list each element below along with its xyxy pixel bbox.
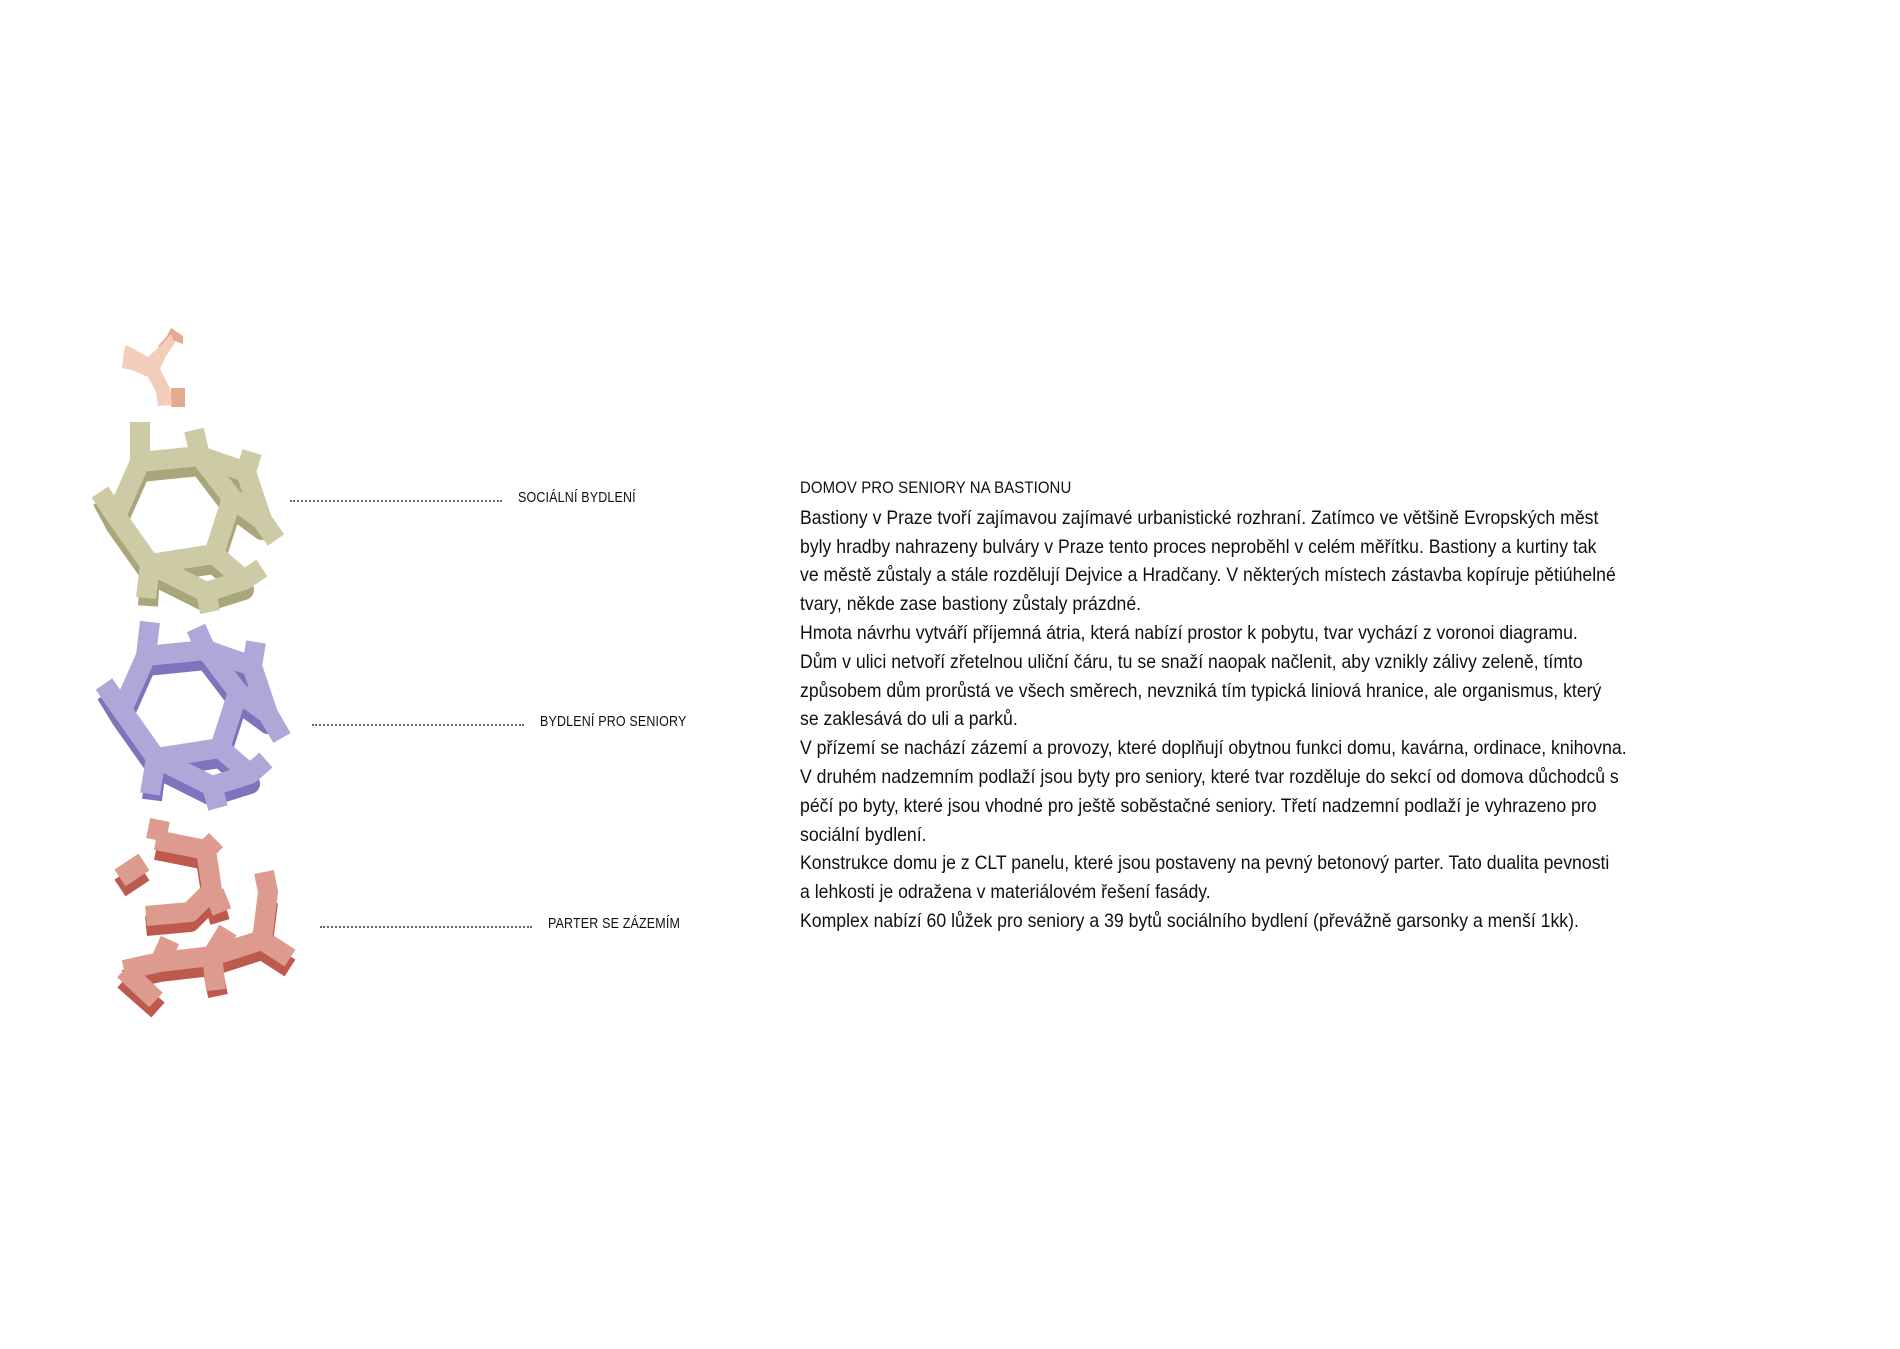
description-text-block — [800, 474, 1800, 936]
label-ground-floor: PARTER SE ZÁZEMÍM — [548, 916, 681, 932]
paragraph-floors: V přízemí se nachází zázemí a provozy, které doplňují obytnou funkci domu, kavárna, ordinace, knihovna. V druhém nadzemním podlaží jsou byty pro seniory, které tvar rozděluje do sekcí od domova důchodců s péčí po byty, které jsou vhodné pro ještě soběstačné seniory. Třetí nadzemní podlaží je vyhrazeno pro sociální bydlení. — [800, 737, 1627, 846]
paragraph-construction: Konstrukce domu je z CLT panelu, které jsou postaveny na pevný betonový parter. Tato dualita pevnosti a lehkosti je odražena v materiálovém řešení fasády. — [800, 852, 1610, 904]
leader-line-ground-floor — [320, 926, 532, 928]
paragraph-mass: Hmota návrhu vytváří příjemná átria, která nabízí prostor k pobytu, tvar vychází z voronoi diagramu. Dům v ulici netvoří zřetelnou uliční čáru, tu se snaží naopak načlenit, aby vznikly zálivy zeleně, tímto způsobem dům prorůstá ve všech směrech, nevzniká tím typická liniová hranice, ale organismus, který se zaklesává do uli a parků. — [800, 621, 1602, 731]
label-social-housing: SOCIÁLNÍ BYDLENÍ — [518, 490, 636, 506]
ground-floor-layer-top — [120, 820, 290, 1000]
leader-line-social-housing — [290, 500, 502, 502]
exploded-axonometric-diagram — [0, 0, 760, 1344]
top-roof-piece-top — [122, 334, 175, 406]
paragraph-capacity: Komplex nabízí 60 lůžek pro seniory a 39 bytů sociálního bydlení (převážně garsonky a menší 1kk). — [800, 909, 1579, 932]
social-housing-layer-top — [100, 422, 276, 612]
leader-line-senior-housing — [312, 724, 524, 726]
label-senior-housing: BYDLENÍ PRO SENIORY — [540, 714, 687, 730]
ground-floor-layer — [120, 820, 290, 1010]
diagram-canvas — [0, 0, 760, 1344]
senior-housing-layer-top — [104, 622, 282, 808]
social-housing-layer — [100, 422, 276, 612]
senior-housing-layer — [104, 622, 282, 808]
top-roof-piece-side-2 — [171, 388, 185, 407]
project-title: DOMOV PRO SENIORY NA BASTIONU — [800, 478, 1072, 497]
paragraph-bastions: Bastiony v Praze tvoří zajímavou zajímavé urbanistické rozhraní. Zatímco ve většině Evropských měst byly hradby nahrazeny bulváry v Praze tento proces neproběhl v celém měřítku. Bastiony a kurtiny tak ve městě zůstaly a stále rozdělují Dejvice a Hradčany. V některých místech zástavba kopíruje pětiúhelné tvary, někde zase bastiony zůstaly prázdné. — [800, 506, 1616, 616]
top-roof-piece — [122, 328, 185, 407]
